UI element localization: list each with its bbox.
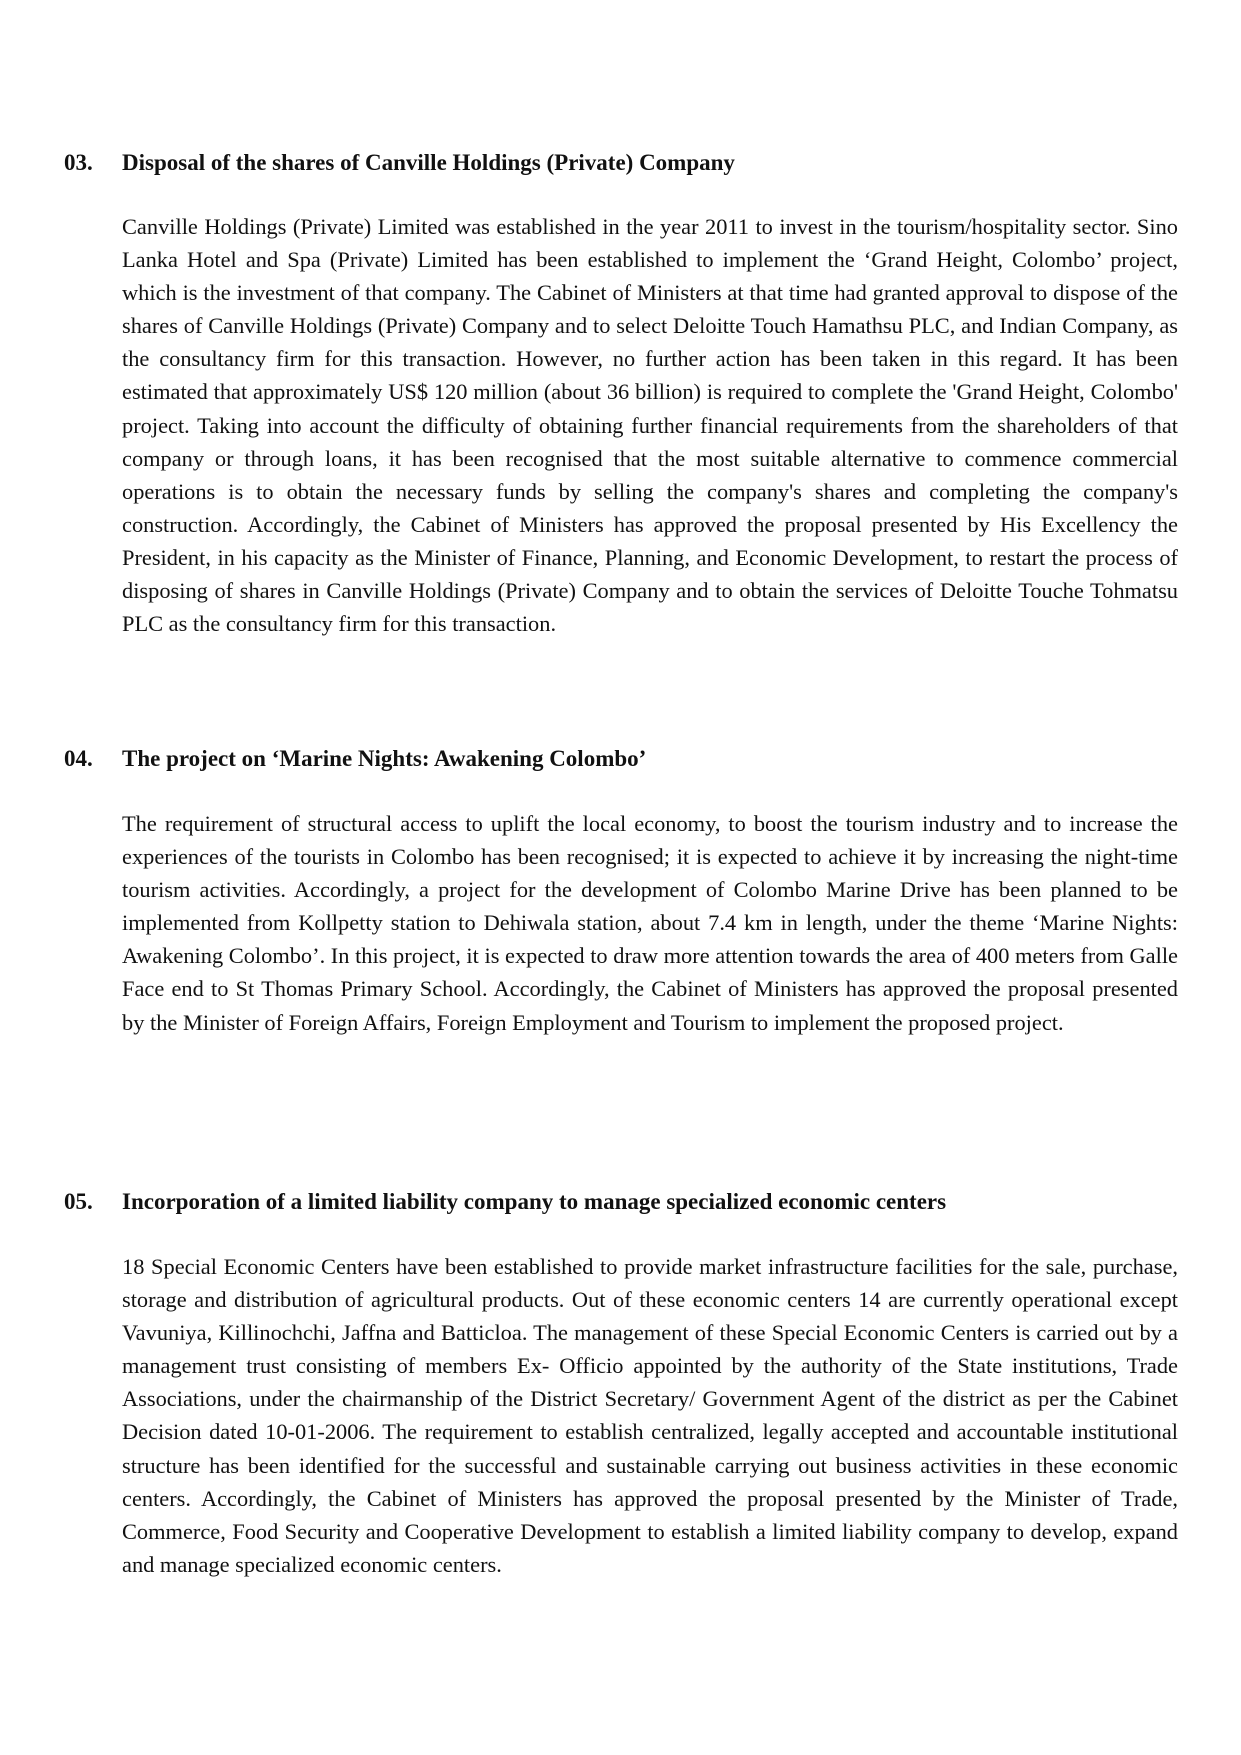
section-body: The requirement of structural access to uplift the local economy, to boost the tourism industry and to increase the experiences of the tourists in Colombo has been recognised; it is expected to achieve it by increasing the night-time tourism activities. Accordingly, a project for the development of Colombo Marine Drive has been planned to be implemented from Kollpetty station to Dehiwala station, about 7.4 km in length, under the theme ‘Marine Nights: Awakening Colombo’. In this project, it is expected to draw more attention towards the area of 400 meters from Galle Face end to St Thomas Primary School. Accordingly, the Cabinet of Ministers has approved the proposal presented by the Minister of Foreign Affairs, Foreign Employment and Tourism to implement the proposed project.	[122, 811, 1178, 1035]
section-05	[64, 1187, 1184, 1581]
section-title: Incorporation of a limited liability company to manage specialized economic centers	[122, 1189, 947, 1214]
section-04	[64, 744, 1184, 1039]
section-title: Disposal of the shares of Canville Holdings (Private) Company	[122, 150, 735, 175]
section-number: 03.	[64, 150, 93, 175]
section-body: Canville Holdings (Private) Limited was established in the year 2011 to invest in the tourism/hospitality sector. Sino Lanka Hotel and Spa (Private) Limited has been established to implement the ‘Grand Height, Colombo’ project, which is the investment of that company. The Cabinet of Ministers at that time had granted approval to dispose of the shares of Canville Holdings (Private) Company and to select Deloitte Touch Hamathsu PLC, and Indian Company, as the consultancy firm for this transaction. However, no further action has been taken in this regard. It has been estimated that approximately US$ 120 million (about 36 billion) is required to complete the 'Grand Height, Colombo' project. Taking into account the difficulty of obtaining further financial requirements from the shareholders of that company or through loans, it has been recognised that the most suitable alternative to commence commercial operations is to obtain the necessary funds by selling the company's shares and completing the company's construction. Accordingly, the Cabinet of Ministers has approved the proposal presented by His Excellency the President, in his capacity as the Minister of Finance, Planning, and Economic Development, to restart the process of disposing of shares in Canville Holdings (Private) Company and to obtain the services of Deloitte Touche Tohmatsu PLC as the consultancy firm for this transaction.	[122, 214, 1178, 637]
section-03	[64, 148, 1184, 640]
section-number: 05.	[64, 1189, 93, 1214]
section-heading	[64, 744, 1184, 774]
section-heading	[64, 1187, 1184, 1217]
section-title: The project on ‘Marine Nights: Awakening Colombo’	[122, 746, 647, 771]
section-number: 04.	[64, 746, 93, 771]
section-heading	[64, 148, 1184, 178]
section-body: 18 Special Economic Centers have been established to provide market infrastructure facilities for the sale, purchase, storage and distribution of agricultural products. Out of these economic centers 14 are currently operational except Vavuniya, Killinochchi, Jaffna and Batticloa. The management of these Special Economic Centers is carried out by a management trust consisting of members Ex- Officio appointed by the authority of the State institutions, Trade Associations, under the chairmanship of the District Secretary/ Government Agent of the district as per the Cabinet Decision dated 10-01-2006. The requirement to establish centralized, legally accepted and accountable institutional structure has been identified for the successful and sustainable carrying out business activities in these economic centers. Accordingly, the Cabinet of Ministers has approved the proposal presented by the Minister of Trade, Commerce, Food Security and Cooperative Development to establish a limited liability company to develop, expand and manage specialized economic centers.	[122, 1254, 1178, 1577]
